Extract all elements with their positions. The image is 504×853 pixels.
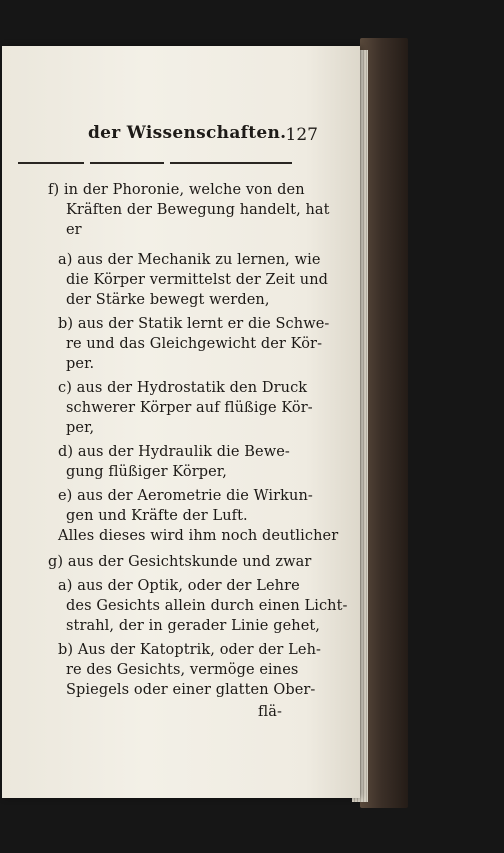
page-number: 127 (285, 125, 318, 145)
running-title: der Wissenschaften. (88, 123, 287, 143)
text-line: der Stärke bewegt werden, (66, 292, 270, 308)
text-line: b) Aus der Katoptrik, oder der Leh- (58, 642, 322, 658)
text-line: re des Gesichts, vermöge eines (66, 662, 299, 678)
text-line: Spiegels oder einer glatten Ober- (66, 682, 316, 698)
text-line: c) aus der Hydrostatik den Druck (58, 380, 308, 396)
text-line: d) aus der Hydraulik die Bewe- (58, 444, 290, 460)
book-page (2, 46, 360, 798)
text-line: gung flüßiger Körper, (66, 464, 227, 480)
text-line: schwerer Körper auf flüßige Kör- (66, 400, 313, 416)
text-line: e) aus der Aerometrie die Wirkun- (58, 488, 313, 504)
text-line: per, (66, 420, 95, 436)
text-line: des Gesichts allein durch einen Licht- (66, 598, 348, 614)
text-line: re und das Gleichgewicht der Kör- (66, 336, 323, 352)
text-line: strahl, der in gerader Linie gehet, (66, 618, 321, 634)
text-line: er (66, 222, 82, 238)
text-line: f) in der Phoronie, welche von den (48, 182, 305, 198)
text-line: per. (66, 356, 95, 372)
page-body (2, 46, 360, 798)
text-line: die Körper vermittelst der Zeit und (66, 272, 329, 288)
text-line: a) aus der Optik, oder der Lehre (58, 578, 300, 594)
text-line: g) aus der Gesichtskunde und zwar (48, 554, 312, 570)
text-line: gen und Kräfte der Luft. (66, 508, 248, 524)
text-line: b) aus der Statik lernt er die Schwe- (58, 316, 330, 332)
text-line: Kräften der Bewegung handelt, hat (66, 202, 330, 218)
text-line: Alles dieses wird ihm noch deutlicher (58, 528, 339, 544)
text-line: a) aus der Mechanik zu lernen, wie (58, 252, 321, 268)
catchword: flä- (258, 704, 282, 720)
